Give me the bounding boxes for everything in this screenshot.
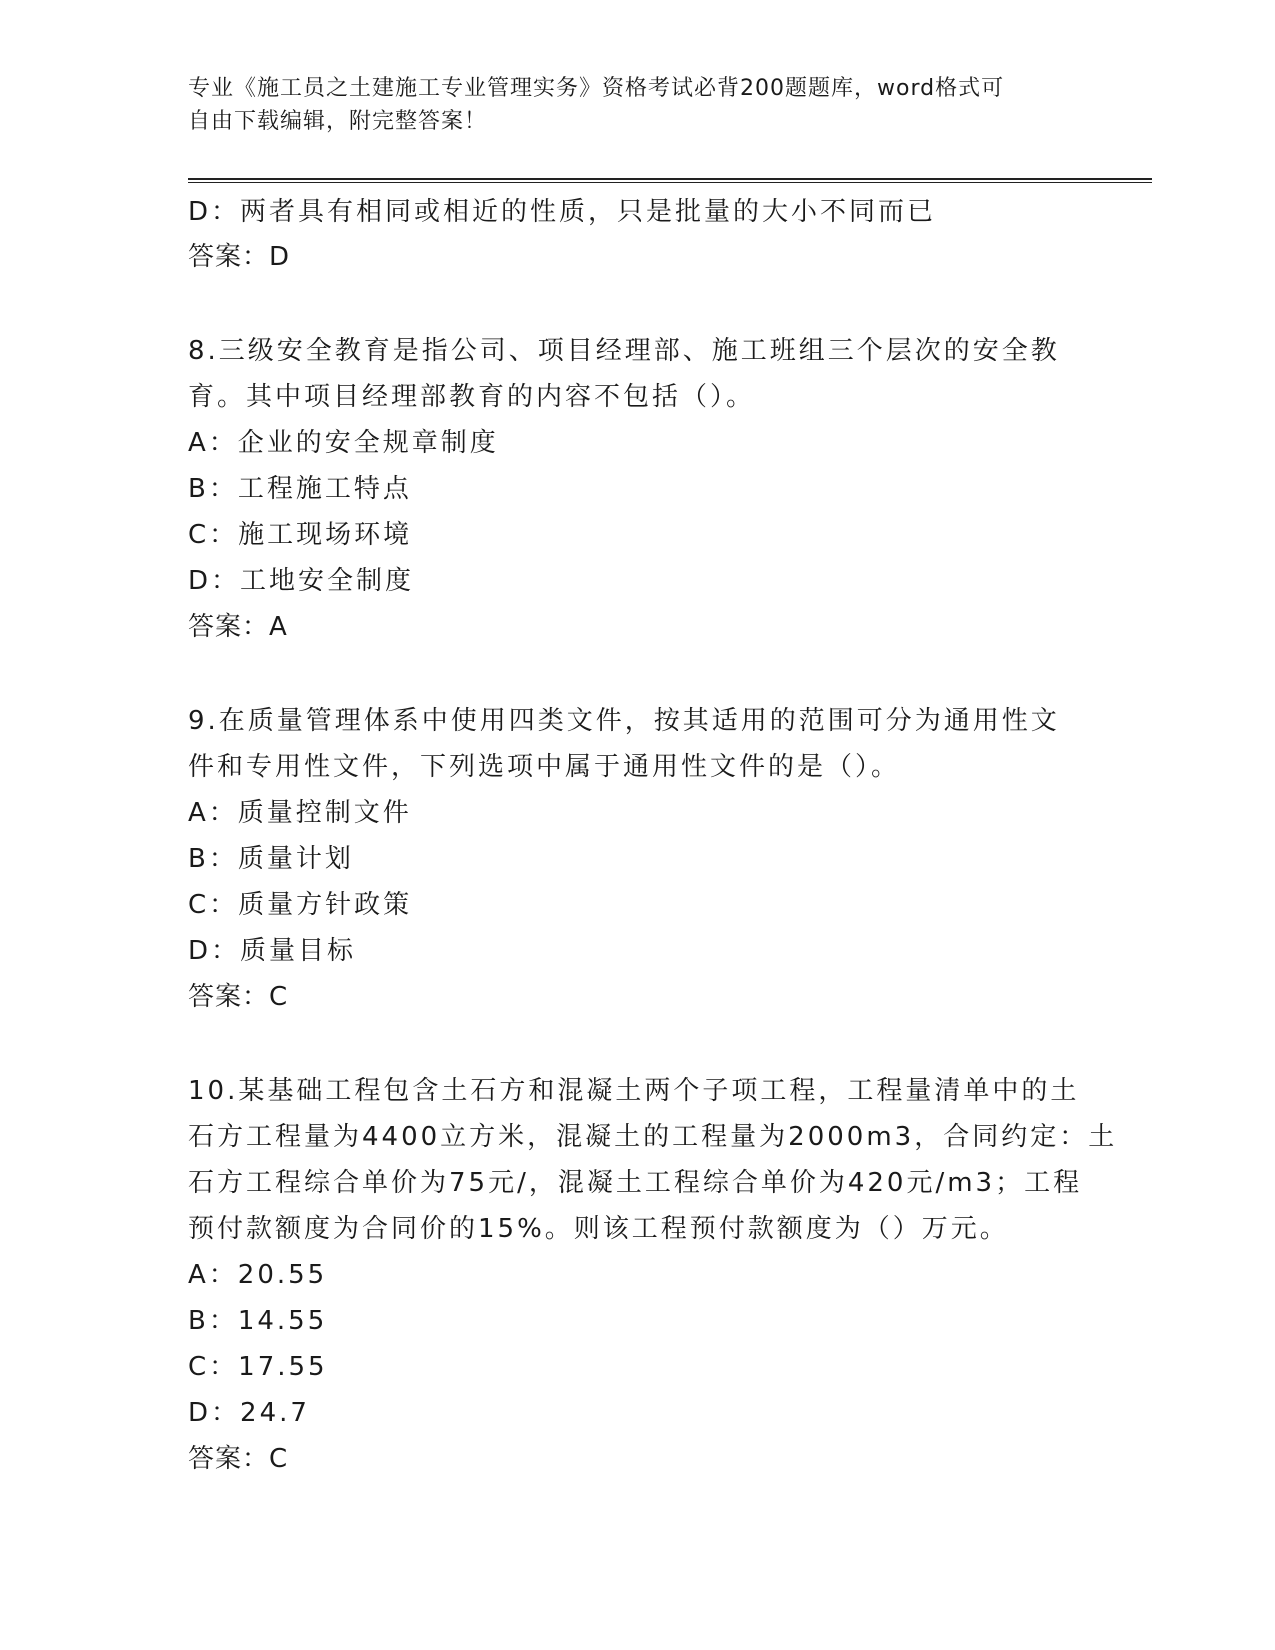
option-b: B：14.55 <box>188 1306 328 1336</box>
option-c: C：17.55 <box>188 1352 328 1382</box>
answer-line: 答案：C <box>188 1444 289 1474</box>
spacer <box>188 650 1088 698</box>
question-text-line-2: 育。其中项目经理部教育的内容不包括（）。 <box>188 382 756 412</box>
header-line-1: 专业《施工员之土建施工专业管理实务》资格考试必背200题题库，word格式可 <box>188 76 1005 101</box>
option-a: A：质量控制文件 <box>188 798 412 828</box>
answer-line: 答案：C <box>188 982 289 1012</box>
question-text-line-2: 件和专用性文件，下列选项中属于通用性文件的是（）。 <box>188 752 901 782</box>
document-header <box>188 72 1088 138</box>
option-c: C：质量方针政策 <box>188 890 413 920</box>
question-10 <box>188 1068 1118 1482</box>
option-c: C：施工现场环境 <box>188 520 413 550</box>
option-b: B：质量计划 <box>188 844 354 874</box>
question-text-line-1: 9.在质量管理体系中使用四类文件，按其适用的范围可分为通用性文 <box>188 706 1060 736</box>
spacer <box>188 280 1088 328</box>
question-text-line-2: 石方工程量为4400立方米，混凝土的工程量为2000m3，合同约定：土 <box>188 1122 1118 1152</box>
option-d: D：质量目标 <box>188 936 357 966</box>
answer-line: 答案：D <box>188 242 291 272</box>
option-a: A：企业的安全规章制度 <box>188 428 499 458</box>
previous-question-tail <box>188 190 1088 280</box>
option-d: D：两者具有相同或相近的性质，只是批量的大小不同而已 <box>188 197 937 227</box>
question-text-line-1: 8.三级安全教育是指公司、项目经理部、施工班组三个层次的安全教 <box>188 336 1060 366</box>
question-text-line-3: 石方工程综合单价为75元/，混凝土工程综合单价为420元/m3；工程 <box>188 1168 1083 1198</box>
option-d: D：24.7 <box>188 1398 310 1428</box>
question-text-line-1: 10.某基础工程包含土石方和混凝土两个子项工程，工程量清单中的土 <box>188 1076 1080 1106</box>
header-divider <box>188 178 1152 183</box>
question-8 <box>188 328 1088 650</box>
question-text-line-4: 预付款额度为合同价的15%。则该工程预付款额度为（）万元。 <box>188 1214 1009 1244</box>
option-a: A：20.55 <box>188 1260 328 1290</box>
document-body <box>188 190 1118 1482</box>
spacer <box>188 1020 1088 1068</box>
option-d: D：工地安全制度 <box>188 566 415 596</box>
option-b: B：工程施工特点 <box>188 474 412 504</box>
header-line-2: 自由下载编辑，附完整答案！ <box>188 109 488 134</box>
answer-line: 答案：A <box>188 612 288 642</box>
question-9 <box>188 698 1088 1020</box>
